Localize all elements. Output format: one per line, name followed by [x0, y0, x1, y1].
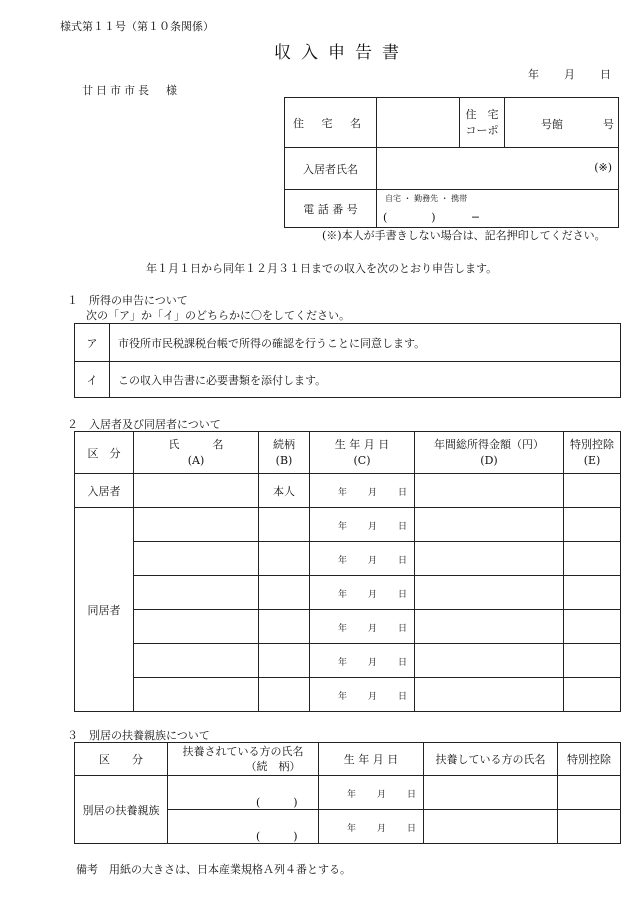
date-day-label: 日: [600, 68, 611, 81]
cohabitant-deduction-cell[interactable]: [564, 678, 621, 712]
col-dep-category: 区 分: [75, 743, 168, 776]
col-dep-name: [168, 743, 319, 776]
cohabitant-relation-cell[interactable]: [259, 508, 310, 542]
date-day-marker: 日: [407, 824, 417, 834]
resident-name-label: 入居者氏名: [285, 148, 377, 190]
resident-deduction-cell[interactable]: [564, 474, 621, 508]
table-row: [75, 542, 621, 576]
col-relation-code: (B): [275, 453, 293, 467]
cohabitant-deduction-cell[interactable]: [564, 508, 621, 542]
cohabitant-label: 同居者: [75, 508, 134, 712]
cohabitant-name-cell[interactable]: [134, 644, 259, 678]
date-month-marker: 月: [368, 522, 378, 532]
col-birth-label: 生 年 月 日: [334, 437, 390, 451]
col-dep-relation-label: （続 柄）: [245, 760, 301, 773]
cohabitant-relation-cell[interactable]: [259, 576, 310, 610]
col-deduction-label: 特別控除: [570, 437, 614, 451]
date-day-marker: 日: [398, 488, 408, 498]
addressee: 廿日市市長 様: [82, 84, 180, 97]
date-year-marker: 年: [338, 488, 348, 498]
dependent-relation-paren: ( ): [256, 796, 298, 809]
intro-text: 年１月１日から同年１２月３１日までの収入を次のとおり申告します。: [146, 262, 498, 275]
building-room-input[interactable]: [505, 98, 619, 148]
date-year-marker: 年: [338, 658, 348, 668]
table-row: [75, 776, 621, 810]
cohabitant-name-cell[interactable]: [134, 576, 259, 610]
option-a-key[interactable]: ア: [75, 324, 110, 362]
col-income-code: (D): [480, 453, 498, 467]
cohabitant-name-cell[interactable]: [134, 610, 259, 644]
dependents-table: [74, 742, 621, 844]
cohabitant-relation-cell[interactable]: [259, 644, 310, 678]
date-day-marker: 日: [398, 692, 408, 702]
section2-heading: ２ 入居者及び同居者について: [67, 418, 221, 431]
address-input[interactable]: [377, 98, 460, 148]
date-day-marker: 日: [398, 590, 408, 600]
dependents-label: 別居の扶養親族: [75, 776, 168, 844]
date-month-marker: 月: [368, 488, 378, 498]
cohabitant-name-cell[interactable]: [134, 678, 259, 712]
table-row: [75, 644, 621, 678]
cohabitant-deduction-cell[interactable]: [564, 644, 621, 678]
corpo-label-line1: 住 宅: [465, 107, 499, 121]
table-row: [75, 474, 621, 508]
cohabitant-birth-cell[interactable]: [310, 644, 415, 678]
section1-heading: １ 所得の申告について: [67, 294, 188, 307]
household-table: [74, 431, 621, 712]
cohabitant-income-cell[interactable]: [415, 508, 564, 542]
date-day-marker: 日: [407, 790, 417, 800]
seal-mark: (※): [594, 161, 612, 174]
address-label: 住 宅 名: [285, 98, 377, 148]
cohabitant-birth-cell[interactable]: [310, 576, 415, 610]
cohabitant-deduction-cell[interactable]: [564, 610, 621, 644]
phone-format: ( ) ─: [383, 211, 479, 224]
table-row: [75, 576, 621, 610]
col-dep-supporter: 扶養している方の氏名: [424, 743, 558, 776]
date-month-marker: 月: [368, 658, 378, 668]
dependent-name-cell[interactable]: [168, 776, 319, 810]
cohabitant-birth-cell[interactable]: [310, 542, 415, 576]
col-dep-name-label: 扶養されている方の氏名: [182, 745, 304, 758]
option-i-key[interactable]: イ: [75, 362, 110, 398]
date-day-marker: 日: [398, 658, 408, 668]
handwriting-note: (※)本人が手書きしない場合は、記名押印してください。: [322, 229, 606, 242]
cohabitant-name-cell[interactable]: [134, 542, 259, 576]
room-label: 号: [603, 118, 614, 131]
cohabitant-name-cell[interactable]: [134, 508, 259, 542]
resident-income-cell[interactable]: [415, 474, 564, 508]
supporter-name-cell[interactable]: [424, 810, 558, 844]
corpo-label-line2: コーポ: [465, 123, 499, 137]
section1-instruction: 次の「ア」か「イ」のどちらかに〇をしてください。: [86, 309, 350, 322]
dependent-deduction-cell[interactable]: [558, 776, 621, 810]
cohabitant-birth-cell[interactable]: [310, 508, 415, 542]
col-dep-deduction: 特別控除: [558, 743, 621, 776]
date-day-marker: 日: [398, 522, 408, 532]
date-year-marker: 年: [347, 824, 357, 834]
col-dep-birth: 生 年 月 日: [319, 743, 424, 776]
cohabitant-birth-cell[interactable]: [310, 678, 415, 712]
dependent-name-cell[interactable]: [168, 810, 319, 844]
date-year-marker: 年: [338, 590, 348, 600]
col-relation: [259, 432, 310, 474]
cohabitant-income-cell[interactable]: [415, 542, 564, 576]
cohabitant-birth-cell[interactable]: [310, 610, 415, 644]
date-month-marker: 月: [368, 624, 378, 634]
dependent-birth-cell[interactable]: [319, 776, 424, 810]
date-day-marker: 日: [398, 624, 408, 634]
table-row: [75, 508, 621, 542]
cohabitant-income-cell[interactable]: [415, 644, 564, 678]
date-year-marker: 年: [338, 522, 348, 532]
date-year-marker: 年: [338, 624, 348, 634]
cohabitant-income-cell[interactable]: [415, 678, 564, 712]
date-year-marker: 年: [338, 692, 348, 702]
col-relation-label: 続柄: [273, 437, 295, 451]
date-month-label: 月: [564, 68, 575, 81]
date-month-marker: 月: [368, 556, 378, 566]
resident-birth-cell[interactable]: [310, 474, 415, 508]
col-income: [415, 432, 564, 474]
cohabitant-income-cell[interactable]: [415, 576, 564, 610]
date-year-marker: 年: [338, 556, 348, 566]
date-year-label: 年: [528, 68, 539, 81]
date-month-marker: 月: [377, 824, 387, 834]
col-income-label: 年間総所得金額（円）: [434, 437, 544, 451]
dependent-relation-paren: ( ): [256, 830, 298, 843]
remarks: 備考 用紙の大きさは、日本産業規格Ａ列４番とする。: [76, 863, 351, 876]
phone-types: 自宅 ・ 勤務先 ・ 携帯: [385, 194, 468, 203]
resident-name-input[interactable]: [377, 148, 619, 190]
col-name: [134, 432, 259, 474]
dependent-deduction-cell[interactable]: [558, 810, 621, 844]
resident-relation: 本人: [259, 474, 310, 508]
form-number: 様式第１１号（第１０条関係）: [60, 20, 214, 33]
date-month-marker: 月: [377, 790, 387, 800]
applicant-table: [284, 97, 619, 228]
resident-name-cell[interactable]: [134, 474, 259, 508]
table-row: [75, 610, 621, 644]
cohabitant-relation-cell[interactable]: [259, 542, 310, 576]
cohabitant-income-cell[interactable]: [415, 610, 564, 644]
section3-heading: ３ 別居の扶養親族について: [67, 729, 210, 742]
supporter-name-cell[interactable]: [424, 776, 558, 810]
col-birth: [310, 432, 415, 474]
cohabitant-deduction-cell[interactable]: [564, 576, 621, 610]
phone-label: 電 話 番 号: [285, 190, 377, 228]
option-i-text: この収入申告書に必要書類を添付します。: [110, 362, 621, 398]
phone-input[interactable]: [377, 190, 619, 228]
option-a-text: 市役所市民税課税台帳で所得の確認を行うことに同意します。: [110, 324, 621, 362]
date-year-marker: 年: [347, 790, 357, 800]
col-name-code: (A): [187, 453, 205, 467]
col-birth-code: (C): [353, 453, 371, 467]
corpo-label: [460, 98, 505, 148]
cohabitant-deduction-cell[interactable]: [564, 542, 621, 576]
table-row: [75, 678, 621, 712]
dependent-birth-cell[interactable]: [319, 810, 424, 844]
building-label: 号館: [541, 118, 563, 131]
date-month-marker: 月: [368, 590, 378, 600]
consent-options-table: [74, 323, 621, 398]
date-day-marker: 日: [398, 556, 408, 566]
page-title: 収入申告書: [274, 43, 409, 63]
cohabitant-relation-cell[interactable]: [259, 678, 310, 712]
cohabitant-relation-cell[interactable]: [259, 610, 310, 644]
resident-label: 入居者: [75, 474, 134, 508]
date-month-marker: 月: [368, 692, 378, 702]
col-deduction: [564, 432, 621, 474]
col-category: 区 分: [75, 432, 134, 474]
col-name-label: 氏 名: [168, 437, 224, 451]
col-deduction-code: (E): [583, 453, 601, 467]
